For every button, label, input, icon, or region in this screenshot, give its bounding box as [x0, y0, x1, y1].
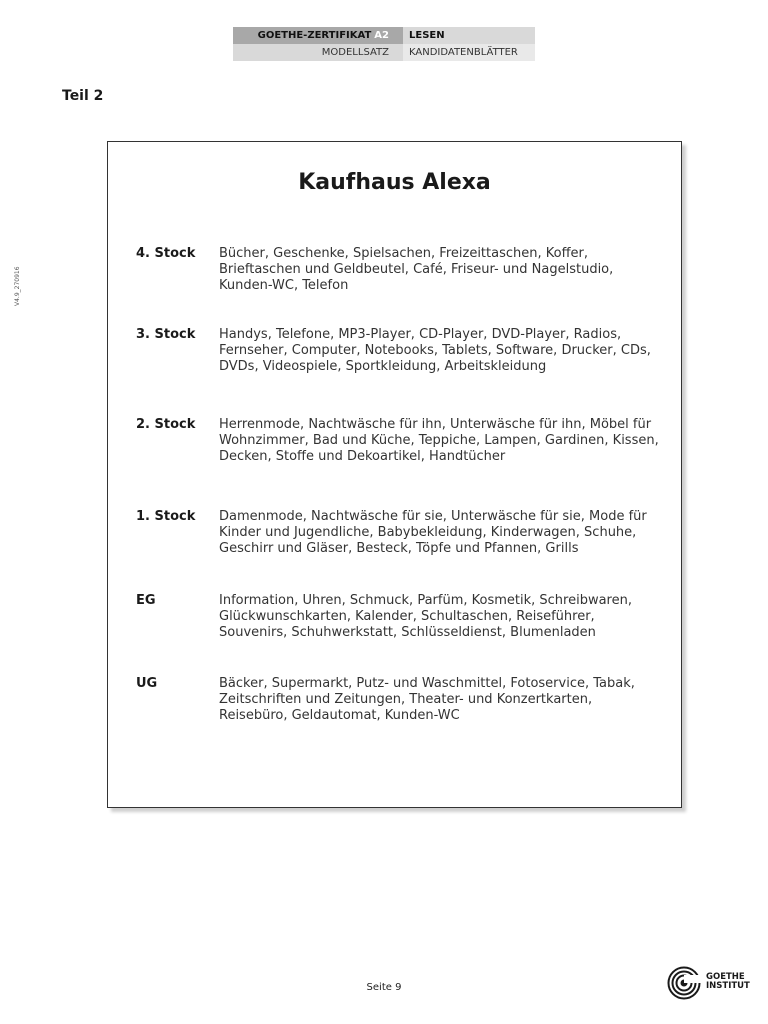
floor-label: UG: [136, 676, 158, 691]
floor-label: 4. Stock: [136, 246, 196, 261]
floor-label: 2. Stock: [136, 417, 196, 432]
floor-label: 1. Stock: [136, 509, 196, 524]
model-set-label: MODELLSATZ: [233, 44, 403, 61]
exam-name: GOETHE-ZERTIFIKAT: [257, 30, 372, 41]
logo-text: [706, 973, 750, 991]
goethe-institut-logo: [666, 966, 752, 1000]
section-title: Teil 2: [62, 88, 104, 104]
version-code: V4.9_270916: [14, 266, 21, 306]
module-name: LESEN: [403, 27, 535, 44]
logo-text-line-2: INSTITUT: [706, 981, 750, 991]
floor-items: Bäcker, Supermarkt, Putz- und Waschmittel, Fotoservice, Tabak, Zeitschriften und Zeitungen, Theater- und Konzertkarten, Reisebüro, Geldautomat, Kunden-WC: [219, 676, 635, 724]
floor-items: Information, Uhren, Schmuck, Parfüm, Kosmetik, Schreibwaren, Glückwunschkarten, Kalender, Schultaschen, Reiseführer, Souvenirs, Schuhwerkstatt, Schlüsseldienst, Blumenladen: [219, 593, 632, 641]
exam-header-row-2: [233, 44, 535, 61]
exam-header: [233, 27, 535, 61]
store-directory-box: [107, 141, 682, 808]
floor-label: EG: [136, 593, 156, 608]
exam-name-cell: [233, 27, 403, 44]
floor-items: Herrenmode, Nachtwäsche für ihn, Unterwäsche für ihn, Möbel für Wohnzimmer, Bad und Küche, Teppiche, Lampen, Gardinen, Kissen, Decken, Stoffe und Dekoartikel, Handtücher: [219, 417, 659, 465]
store-title: Kaufhaus Alexa: [298, 170, 491, 195]
page-number: Seite 9: [366, 982, 402, 993]
floor-label: 3. Stock: [136, 327, 196, 342]
floor-items: Handys, Telefone, MP3-Player, CD-Player, DVD-Player, Radios, Fernseher, Computer, Notebooks, Tablets, Software, Drucker, CDs, DVDs, Videospiele, Sportkleidung, Arbeitskleidung: [219, 327, 651, 375]
exam-header-row-1: [233, 27, 535, 44]
floor-items: Bücher, Geschenke, Spielsachen, Freizeittaschen, Koffer, Brieftaschen und Geldbeutel, Café, Friseur- und Nagelstudio, Kunden-WC, Telefon: [219, 246, 614, 294]
logo-text-line-1: GOETHE: [706, 972, 745, 982]
sheet-type-label: KANDIDATENBLÄTTER: [403, 44, 535, 61]
goethe-spiral-icon: [666, 966, 702, 1000]
exam-level: A2: [374, 30, 389, 41]
floor-items: Damenmode, Nachtwäsche für sie, Unterwäsche für sie, Mode für Kinder und Jugendliche, Babybekleidung, Kinderwagen, Schuhe, Geschirr und Gläser, Besteck, Töpfe und Pfannen, Grills: [219, 509, 647, 557]
